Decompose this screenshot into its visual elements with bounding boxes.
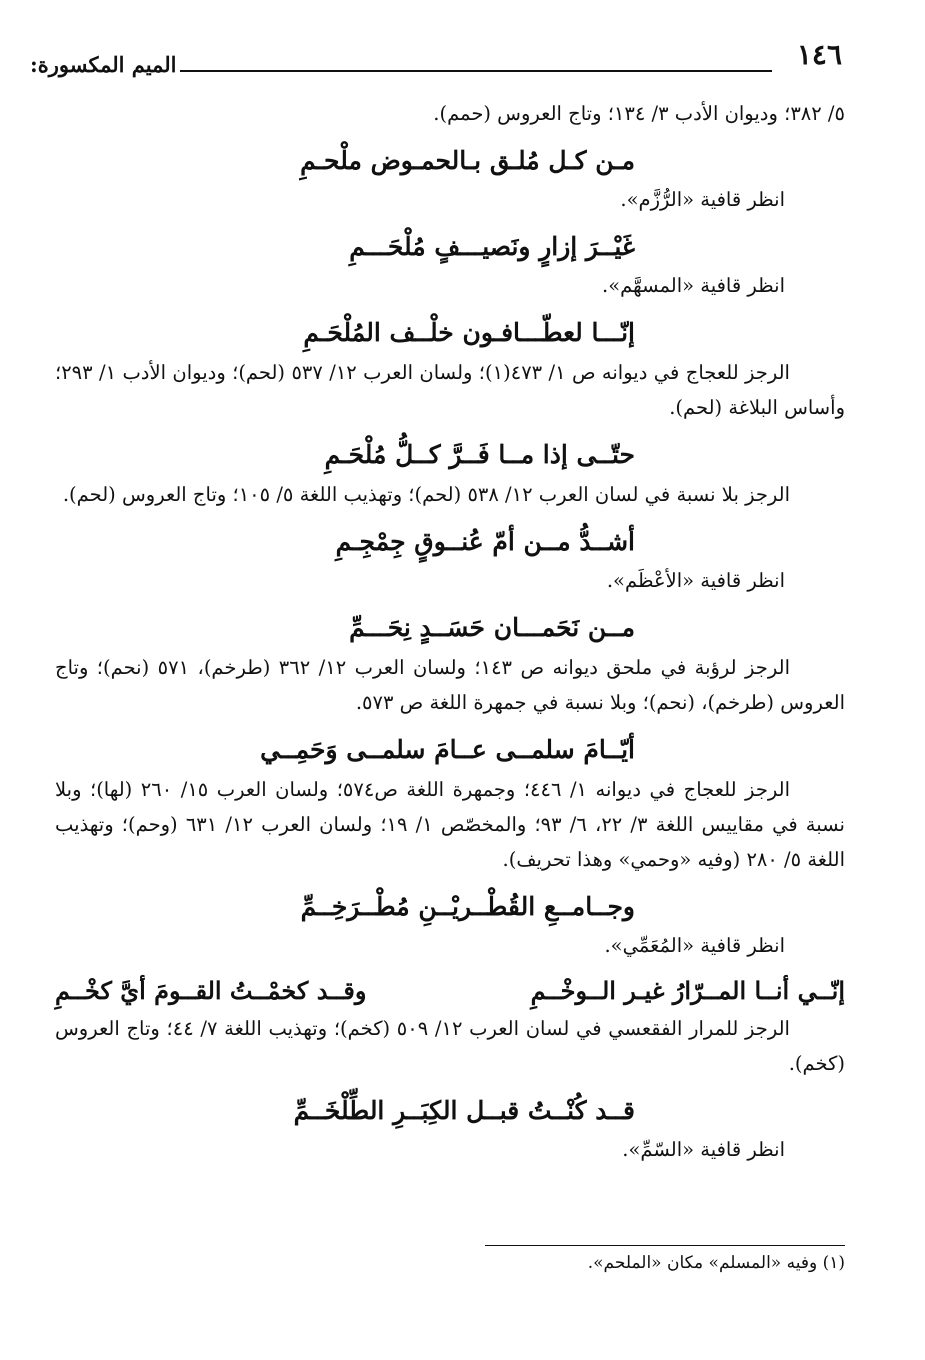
verse-line: أيّــامَ سلمــى عــامَ سلمــى وَحَمِــي	[260, 735, 635, 764]
verse-line: مــن نَحَمـــان حَسَــدٍ نِحَـــمِّ	[349, 613, 635, 642]
citation-paragraph: الرجز بلا نسبة في لسان العرب ١٢/ ٥٣٨ (لحم)؛ وتهذيب اللغة ٥/ ١٠٥؛ وتاج العروس (لحم).	[62, 483, 790, 506]
verse-couplet	[55, 971, 845, 1011]
verse-line: غَيْــرَ إزارٍ ونَصيـــفٍ مُلْحَـــمِ	[349, 232, 635, 261]
verse-line: مـن كـل مُلـق بـالحمـوض ملْحـمِ	[300, 146, 635, 175]
page-header	[30, 38, 842, 78]
verse-hemistich-first: إنّــي أنــا المــرّارُ غيـر الــوخْــمِ	[530, 976, 845, 1005]
citation-paragraph: الرجز للعجاج في ديوانه ص ١/ ٤٧٣(١)؛ ولسان العرب ١٢/ ٥٣٧ (لحم)؛ وديوان الأدب ١/ ٢٩٣؛ وأساس البلاغة (لحم).	[55, 361, 845, 419]
cross-reference: انظر قافية «الرُّزَّم».	[620, 188, 785, 211]
verse-line: قــد كُنْــتُ قبــل الكِبَــرِ الطِّلْخَــمِّ	[293, 1096, 635, 1125]
cross-reference: انظر قافية «المسهَّم».	[602, 274, 785, 297]
footnote-rule	[485, 1245, 845, 1246]
footnote: (١) وفيه «المسلم» مكان «الملحم».	[587, 1253, 845, 1273]
cross-reference: انظر قافية «الأعْظَم».	[606, 569, 785, 592]
reference-continuation: ٥/ ٣٨٢؛ وديوان الأدب ٣/ ١٣٤؛ وتاج العروس (حمم).	[433, 102, 845, 125]
citation-paragraph: الرجز لرؤبة في ملحق ديوانه ص ١٤٣؛ ولسان العرب ١٢/ ٣٦٢ (طرخم)، ٥٧١ (نحم)؛ وتاج العروس (طرخم)، (نحم)؛ وبلا نسبة في جمهرة اللغة ص ٥٧٣.	[55, 656, 845, 714]
citation-paragraph: الرجز للعجاج في ديوانه ١/ ٤٤٦؛ وجمهرة اللغة ص٥٧٤؛ ولسان العرب ١٥/ ٢٦٠ (لها)؛ وبلا نسبة في مقاييس اللغة ٣/ ٢٢، ٦/ ٩٣؛ والمخصّص ١/ ١٩؛ ولسان العرب ١٢/ ٦٣١ (وحم)؛ وتهذيب اللغة ٥/ ٢٨٠ (وفيه «وحمي» وهذا تحريف).	[55, 778, 845, 871]
cross-reference: انظر قافية «السّمِّ».	[622, 1138, 785, 1161]
cross-reference: انظر قافية «المُعَمِّي».	[604, 934, 785, 957]
header-rule	[180, 70, 772, 72]
verse-line: إنّـــا لعطّـــافـون خلْــف المُلْحَـمِ	[303, 318, 635, 347]
verse-line: أشــدُّ مــن أمّ عُنــوقٍ جِمْجِـمِ	[335, 527, 635, 556]
page-body	[55, 96, 845, 1167]
page-number: ١٤٦	[796, 38, 842, 71]
verse-hemistich-second: وقــد كخمْــتُ القــومَ أيَّ كخْــمِ	[55, 976, 367, 1005]
running-title: الميم المكسورة:	[30, 52, 177, 77]
verse-line: حتّــى إذا مــا فَــرَّ كــلُّ مُلْحَـمِ	[324, 440, 635, 469]
citation-paragraph: الرجز للمرار الفقعسي في لسان العرب ١٢/ ٥٠٩ (كخم)؛ وتهذيب اللغة ٧/ ٤٤؛ وتاج العروس (كخم).	[55, 1017, 845, 1075]
verse-line: وجــامــعِ القُطْــريْــنِ مُطْــرَخِــمِّ	[300, 892, 635, 921]
